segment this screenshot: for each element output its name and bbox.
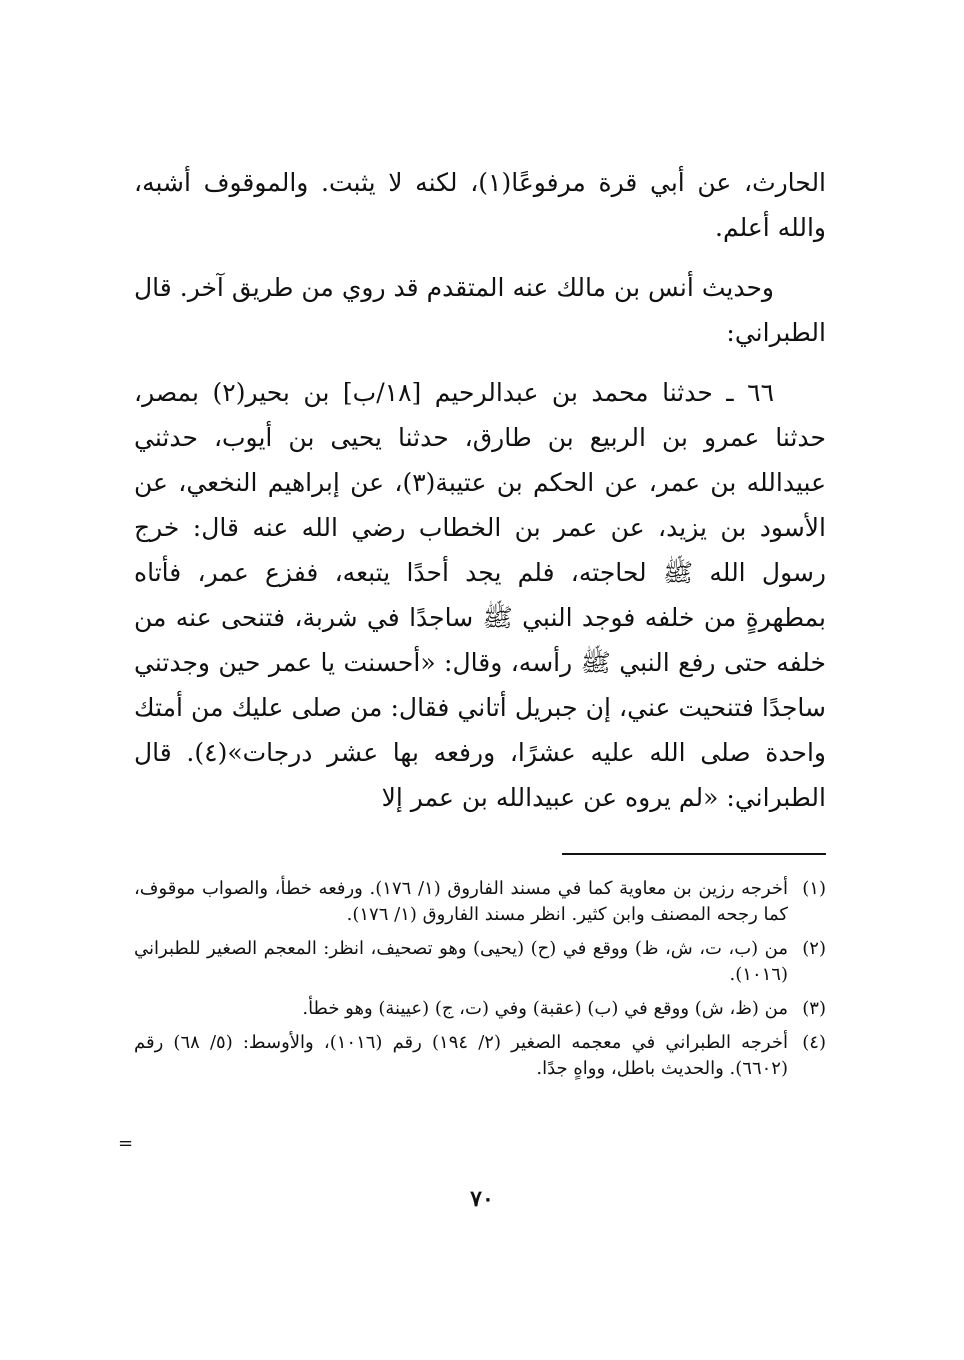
paragraph-2: وحديث أنس بن مالك عنه المتقدم قد روي من طريق آخر. قال الطبراني: <box>134 273 826 347</box>
footnote-separator <box>562 853 826 855</box>
page-number: ٧٠ <box>470 1186 494 1212</box>
paragraph-hadith-66: ٦٦ ـ حدثنا محمد بن عبدالرحيم [١٨/ب] بن بحير(٢) بمصر، حدثنا عمرو بن الربيع بن طارق، حدثنا يحيى بن أيوب، حدثني عبيدالله بن عمر، عن الحكم بن عتيبة(٣)، عن إبراهيم النخعي، عن الأسود بن يزيد، عن عمر بن الخطاب رضي الله عنه قال: خرج رسول الله ﷺ لحاجته، فلم يجد أحدًا يتبعه، ففزع عمر، فأتاه بمطهرةٍ من خلفه فوجد النبي ﷺ ساجدًا في شربة، فتنحى عنه من خلفه حتى رفع النبي ﷺ رأسه، وقال: «أحسنت يا عمر حين وجدتني ساجدًا فتنحيت عني، إن جبريل أتاني فقال: من صلى عليك من أمتك واحدة صلى الله عليه عشرًا، ورفعه بها عشر درجات»(٤). قال الطبراني: «لم يروه عن عبيدالله بن عمر إلا <box>134 378 826 812</box>
footnote-1 <box>134 876 826 928</box>
footnotes <box>134 876 826 1090</box>
footnote-text: من (ب، ت، ش، ظ) ووقع في (ح) (يحيى) وهو تصحيف، انظر: المعجم الصغير للطبراني (١٠١٦). <box>134 938 788 985</box>
footnote-number: (٣) <box>802 998 826 1019</box>
footnote-text: أخرجه رزين بن معاوية كما في مسند الفاروق (١/ ١٧٦). ورفعه خطأ، والصواب موقوف، كما رجحه المصنف وابن كثير. انظر مسند الفاروق (١/ ١٧٦). <box>134 878 788 925</box>
footnote-3 <box>134 996 826 1022</box>
footnote-continuation-mark: = <box>118 1133 134 1154</box>
footnote-text: أخرجه الطبراني في معجمه الصغير (٢/ ١٩٤) رقم (١٠١٦)، والأوسط: (٥/ ٦٨) رقم (٦٦٠٢). والحديث باطل، وواهٍ جدًا. <box>134 1032 788 1079</box>
footnote-number: (٢) <box>802 938 826 959</box>
footnote-4 <box>134 1030 826 1082</box>
footnote-number: (١) <box>802 878 826 899</box>
footnote-2 <box>134 936 826 988</box>
paragraph-1: الحارث، عن أبي قرة مرفوعًا(١)، لكنه لا يثبت. والموقوف أشبه، والله أعلم. <box>134 168 827 242</box>
footnote-text: من (ظ، ش) ووقع في (ب) (عقبة) وفي (ت، ج) (عيينة) وهو خطأ. <box>302 998 788 1019</box>
footnote-number: (٤) <box>802 1032 826 1053</box>
